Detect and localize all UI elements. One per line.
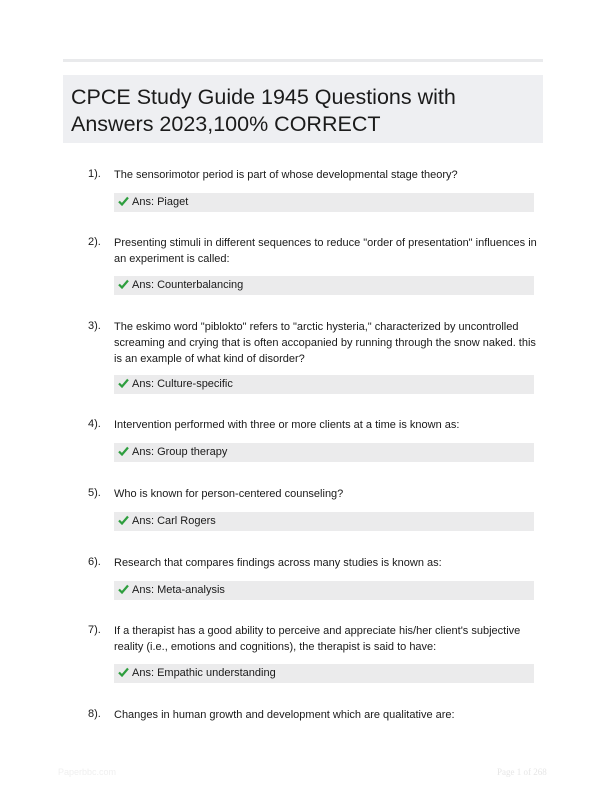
answer-box bbox=[114, 443, 534, 462]
check-icon bbox=[118, 584, 129, 594]
question-number: 5). bbox=[88, 487, 101, 499]
answer-text: Ans: Carl Rogers bbox=[132, 515, 216, 527]
answer-text: Ans: Group therapy bbox=[132, 446, 228, 458]
answer-text: Ans: Empathic understanding bbox=[132, 667, 276, 679]
page-number: Page 1 of 268 bbox=[497, 767, 547, 777]
check-icon bbox=[118, 279, 129, 289]
answer-box bbox=[114, 193, 534, 212]
answer-box bbox=[114, 581, 534, 600]
question-number: 4). bbox=[88, 418, 101, 430]
question-number: 2). bbox=[88, 236, 101, 248]
question-number: 6). bbox=[88, 556, 101, 568]
answer-box bbox=[114, 664, 534, 683]
check-icon bbox=[118, 667, 129, 677]
document-title: CPCE Study Guide 1945 Questions with Answers 2023,100% CORRECT bbox=[71, 85, 456, 136]
question-text: If a therapist has a good ability to perceive and appreciate his/her client's subjective reality (i.e., emotions and cognitions), the therapist is said to have: bbox=[114, 625, 521, 653]
question-number: 1). bbox=[88, 168, 101, 180]
check-icon bbox=[118, 446, 129, 456]
answer-box bbox=[114, 276, 534, 295]
question-number: 3). bbox=[88, 320, 101, 332]
check-icon bbox=[118, 378, 129, 388]
question-text: Changes in human growth and development which are qualitative are: bbox=[114, 709, 455, 721]
question-number: 8). bbox=[88, 708, 101, 720]
question-text: Presenting stimuli in different sequences to reduce "order of presentation" influences in an experiment is called: bbox=[114, 237, 537, 265]
answer-box bbox=[114, 375, 534, 394]
answer-text: Ans: Meta-analysis bbox=[132, 584, 225, 596]
answer-text: Ans: Piaget bbox=[132, 196, 189, 208]
check-icon bbox=[118, 196, 129, 206]
question-text: Intervention performed with three or more clients at a time is known as: bbox=[114, 419, 460, 431]
question-text: Who is known for person-centered counseling? bbox=[114, 488, 344, 500]
answer-box bbox=[114, 512, 534, 531]
question-text: Research that compares findings across many studies is known as: bbox=[114, 557, 442, 569]
question-text: The sensorimotor period is part of whose developmental stage theory? bbox=[114, 169, 458, 181]
answer-text: Ans: Counterbalancing bbox=[132, 279, 244, 291]
question-text: The eskimo word "piblokto" refers to "arctic hysteria," characterized by uncontrolled screaming and crying that is often accopanied by running through the snow naked. this is an example of what kind of disorder? bbox=[114, 321, 536, 365]
check-icon bbox=[118, 515, 129, 525]
footer-watermark: Paperbbc.com bbox=[58, 767, 117, 777]
top-divider bbox=[63, 59, 543, 62]
answer-text: Ans: Culture-specific bbox=[132, 378, 233, 390]
title-banner bbox=[63, 75, 543, 143]
question-number: 7). bbox=[88, 624, 101, 636]
